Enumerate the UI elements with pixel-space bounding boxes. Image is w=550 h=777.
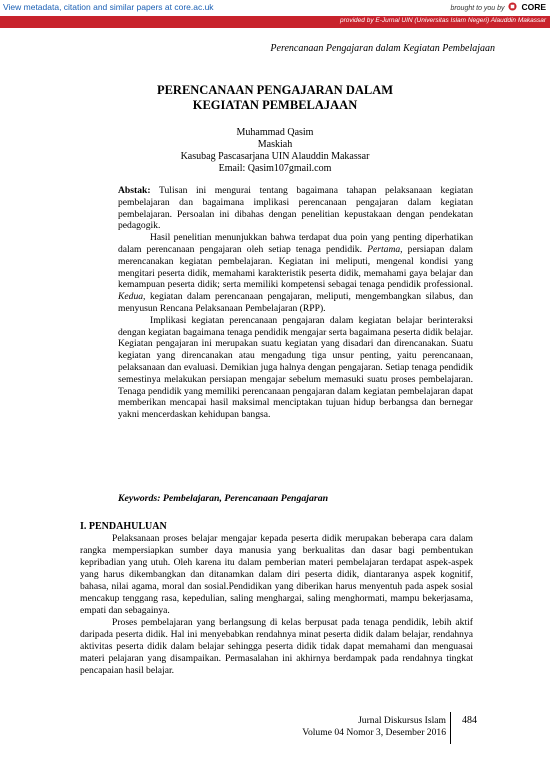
abstract-p1-text: Tulisan ini mengurai tentang bagaimana tahapan pelaksanaan kegiatan pembelajaran dan bagaimana implikasi perencanaan pengajaran dalam kegiatan pembelajaran. Persoalan ini dibahas dengan penelitian kepustakaan dengan pendekatan pedagogik. (118, 185, 473, 232)
footer-volume: Volume 04 Nomor 3, Desember 2016 (302, 727, 446, 738)
footer-journal-info (302, 715, 446, 739)
author-affiliation: Kasubag Pascasarjana UIN Alauddin Makassar (180, 151, 370, 162)
core-brought-label: brought to you by (450, 5, 505, 12)
core-logo-icon (508, 2, 517, 11)
abstract-p2-text-c: kegiatan dalam perencanaan pengajaran, meliputi, mengembangkan silabus, dan menyusun Rencana Pelaksanaan Pembelajaran (RPP). (118, 291, 473, 314)
author-email: Email: Qasim107gmail.com (218, 163, 332, 174)
footer-divider (450, 712, 451, 744)
body-paragraph-2: Proses pembelajaran yang berlangsung di kelas berpusat pada tenaga pendidik, lebih aktif daripada peserta didik. Hal ini menyebabkan rendahnya minat peserta didik dalam belajar, rendahnya aktivitas peserta didik dalam belajar sehingga peserta didik tidak dapat memahami dan menguasai materi pelajaran yang disampaikan. Permasalahan ini akhirnya berdampak pada rendahnya tingkat pencapaian hasil belajar. (80, 617, 473, 676)
paper-title-line-2: KEGIATAN PEMBELAJAAN (192, 97, 358, 112)
author-name-1: Muhammad Qasim (236, 127, 314, 138)
abstract-p2-pertama: Pertama (367, 243, 401, 255)
abstract-label: Abstak: (118, 185, 151, 196)
core-brand: CORE (521, 2, 546, 12)
abstract-paragraph-2 (118, 232, 473, 315)
abstract-paragraph-3: Implikasi kegiatan perencanaan pengajaran dalam kegiatan belajar berinteraksi dengan kegiatan bagaimana tenaga pendidik mengajar serta bagaimana peserta didik belajar. Kegiatan pengajaran ini merupakan suatu kegiatan yang disadari dan direncanakan. Suatu kegiatan yang direncanakan atau mengadung tiga unsur penting, yaitu perencanaan, pelaksanaan dan evaluasi. Demikian juga halnya dengan pengajaran. Setiap tenaga pendidik semestinya melakukan persiapan mengajar sebelum memasuki suatu proses pembelajaran. Tenaga pendidik yang memiliki perencanaan pengajaran dalam kegiatan pembelajaran dapat memberikan mencapai hasil maksimal menciptakan tujuan hidup berbangsa dan bernegar yakni mencerdaskan kehidupan bangsa. (118, 314, 473, 421)
section-heading: I. PENDAHULUAN (80, 521, 167, 532)
abstract (118, 185, 473, 421)
page-number: 484 (462, 715, 477, 726)
core-top-bar (0, 0, 550, 16)
core-provider-bar (0, 16, 550, 28)
body-text (80, 533, 473, 677)
abstract-p2-text-a: Hasil penelitian menunjukkan bahwa terdapat dua poin yang penting diperhatikan dalam perencanaan pengajaran oleh setiap tenaga pendidik. (118, 232, 473, 255)
abstract-p2-kedua: Kedua, (118, 291, 146, 303)
abstract-p2-text-b: , persiapan dalam merencanakan kegiatan pembelajaran. Kegiatan ini meliputi, mengenal kondisi yang mengitari peserta didik, memahami karakteristik peserta didik, memahami gaya belajar dan kemampuan peserta didik; serta memiliki kompetensi sebagai tenaga pendidik professional. (118, 243, 473, 291)
body-paragraph-1: Pelaksanaan proses belajar mengajar kepada peserta didik merupakan beberapa cara dalam rangka mempersiapkan sumber daya manusia yang berkualitas dan dasar bagi pembentukan kepribadian yang utuh. Oleh karena itu dalam pemberian materi pembelajaran terdapat aspek-aspek yang harus dikembangkan dan ditanamkan dalam diri peserta didik, diantaranya aspek kognitif, bahasa, nilai agama, moral dan sosial.Pendidikan yang diberikan harus menyentuh pada aspek sosial mencakup tenggang rasa, kepedulian, saling menghargai, saling menghormati, mampu bekerjasama, empati dan sebagainya. (80, 533, 473, 616)
author-name-2: Maskiah (257, 139, 293, 150)
author-block (0, 127, 550, 175)
paper-title (0, 83, 550, 112)
paper-title-line-1: PERENCANAAN PENGAJARAN DALAM (156, 83, 394, 97)
abstract-paragraph-1 (118, 185, 473, 232)
core-metadata-link[interactable]: View metadata, citation and similar papers at core.ac.uk (3, 2, 214, 12)
keywords: Keywords: Pembelajaran, Perencanaan Pengajaran (118, 493, 329, 504)
core-provider-text[interactable]: provided by E-Jurnal UIN (Universitas Islam Negeri) Alauddin Makassar (339, 17, 546, 24)
running-head: Perencanaan Pengajaran dalam Kegiatan Pembelajaan (270, 43, 495, 54)
footer-journal-name: Jurnal Diskursus Islam (358, 715, 446, 726)
core-brought-by[interactable] (450, 2, 546, 12)
